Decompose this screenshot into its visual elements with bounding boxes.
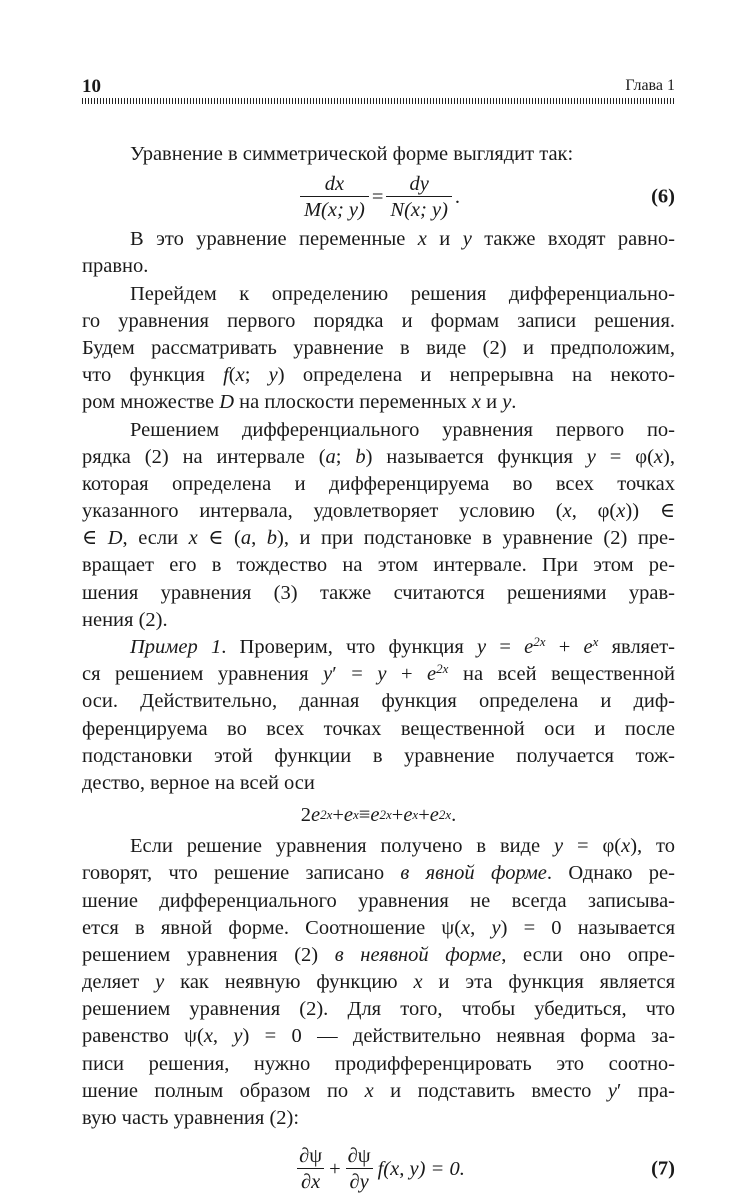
- text-line: [82, 525, 675, 552]
- text-run: , если оно опре-: [501, 943, 675, 966]
- text-run: ),: [663, 445, 675, 468]
- text-run: также входят равно-: [471, 228, 675, 251]
- math-italic: y: [268, 364, 278, 387]
- text-run: рядка (2) на интервале (: [82, 445, 326, 468]
- fraction: [300, 172, 369, 223]
- math-italic: x: [188, 527, 198, 550]
- text-line: [82, 335, 675, 362]
- text-run: +: [391, 803, 404, 826]
- header-rule: [82, 98, 675, 104]
- text-line: [82, 915, 675, 942]
- text-run: = φ(: [595, 445, 654, 468]
- math-italic: y: [502, 391, 512, 414]
- text-run: Решением дифференциального уравнения первого по-: [130, 418, 675, 441]
- text-run: )) ∈: [625, 500, 675, 523]
- paragraph-group: [82, 141, 675, 168]
- text-line: [82, 226, 675, 253]
- text-line: [82, 552, 675, 579]
- text-run: ) = 0 — действительно неявная форма за-: [242, 1025, 676, 1048]
- text-run: ,: [251, 527, 267, 550]
- math-italic: y: [491, 916, 501, 939]
- paragraph: [82, 417, 675, 635]
- math-italic: x: [562, 500, 572, 523]
- text-line: [82, 253, 675, 280]
- paragraph: [82, 226, 675, 280]
- text-run: ∈ (: [197, 527, 241, 550]
- math-italic: y: [155, 971, 165, 994]
- text-line: [82, 1051, 675, 1078]
- math-italic: в явной форме: [400, 862, 547, 885]
- text-run: дество, верное на всей оси: [82, 771, 315, 794]
- text-run: ;: [335, 445, 356, 468]
- text-run: , если: [122, 527, 189, 550]
- math-italic: b: [266, 527, 278, 550]
- plus-sign: +: [329, 1157, 341, 1180]
- numerator: dy: [409, 172, 429, 195]
- chapter-title: Глава 1: [625, 77, 675, 94]
- formula-example: 2 e 2x + e x ≡ e 2x + e x + e 2x .: [300, 803, 457, 826]
- numerator: dx: [324, 172, 345, 195]
- math-italic: e: [370, 803, 380, 826]
- math-italic: e: [310, 803, 321, 826]
- math-italic: y: [233, 1025, 243, 1048]
- text-line: [82, 634, 675, 661]
- paragraph: [82, 833, 675, 1132]
- text-run: что функция: [82, 364, 224, 387]
- text-run: и: [480, 391, 503, 414]
- text-line: [82, 444, 675, 471]
- equation-number: (7): [651, 1157, 675, 1180]
- text-line: [82, 888, 675, 915]
- text-run: ,: [212, 1025, 234, 1048]
- text-run: подстановки этой функции в уравнение получается тож-: [82, 744, 675, 767]
- math-italic: a: [240, 527, 252, 550]
- text-line: [82, 716, 675, 743]
- numerator: ∂ψ: [347, 1144, 371, 1167]
- math-italic: y: [462, 228, 472, 251]
- text-run: равенство ψ(: [82, 1025, 204, 1048]
- text-line: [82, 996, 675, 1023]
- text-run: ется в явной форме. Соотношение ψ(: [82, 916, 462, 939]
- page-body: [82, 141, 675, 1202]
- text-run: которая определена и дифференцируема во всех точках: [82, 472, 675, 495]
- text-run: (: [228, 364, 236, 387]
- text-line: [82, 498, 675, 525]
- text-line: [82, 770, 675, 797]
- text-line: [82, 389, 675, 416]
- text-run: . Проверим, что функция: [221, 636, 478, 658]
- text-run: ≡: [358, 803, 371, 826]
- text-run: 2: [300, 803, 311, 826]
- text-run: Уравнение в симметрической форме выглядит так:: [130, 143, 574, 165]
- text-run: ром множестве: [82, 391, 220, 414]
- math-italic: y: [323, 663, 333, 686]
- paragraph: [82, 281, 675, 417]
- formula-tail: .: [454, 185, 461, 208]
- math-italic: x: [235, 364, 245, 387]
- text-run: ′ =: [332, 663, 378, 686]
- text-run: на всей вещественной: [448, 663, 676, 686]
- math-italic: D: [219, 391, 235, 414]
- text-run: и подставить вместо: [373, 1079, 608, 1102]
- text-run: ), и при подстановке в уравнение (2) пре-: [277, 527, 675, 550]
- text-line: [82, 1023, 675, 1050]
- formula-6: [82, 168, 675, 226]
- text-run: и эта функция является: [422, 971, 675, 994]
- superscript: 2x: [436, 661, 449, 677]
- paragraph: [82, 634, 675, 797]
- math-italic: в неявной форме: [334, 943, 502, 966]
- denominator: ∂x: [297, 1168, 324, 1195]
- text-line: [82, 308, 675, 335]
- denominator: ∂y: [346, 1168, 373, 1195]
- math-italic: x: [471, 391, 481, 414]
- math-italic: y: [477, 636, 487, 658]
- text-line: [82, 417, 675, 444]
- text-run: ;: [244, 364, 269, 387]
- math-italic: x: [417, 228, 427, 251]
- text-run: шение полным образом по: [82, 1079, 365, 1102]
- math-italic: D: [107, 527, 123, 550]
- paragraph: [82, 141, 675, 168]
- fraction: [344, 1144, 375, 1195]
- math-italic: y: [607, 1079, 617, 1102]
- text-run: +: [332, 803, 344, 826]
- denominator: M(x; y): [300, 196, 369, 223]
- math-italic: Пример 1: [130, 636, 222, 658]
- math-italic: e: [429, 803, 439, 826]
- math-italic: y: [586, 445, 596, 468]
- text-line: [82, 833, 675, 860]
- math-italic: x: [621, 835, 631, 858]
- math-italic: f: [223, 364, 229, 387]
- text-line: [82, 471, 675, 498]
- text-run: ) называется функция: [365, 445, 587, 468]
- text-line: [82, 607, 675, 634]
- text-run: и: [426, 228, 463, 251]
- text-run: В это уравнение переменные: [130, 228, 418, 251]
- paragraph-group: [82, 226, 675, 797]
- text-run: ) = 0 называется: [500, 916, 676, 939]
- text-run: Перейдем к определению решения дифференциально-: [130, 282, 675, 305]
- text-run: шения уравнения (3) также считаются решениями урав-: [82, 581, 675, 604]
- math-italic: x: [413, 971, 423, 994]
- text-line: [82, 969, 675, 996]
- text-line: [82, 688, 675, 715]
- text-run: указанного интервала, удовлетворяет условию (: [82, 500, 563, 523]
- text-run: ∈: [82, 527, 108, 550]
- paragraph-group: [82, 833, 675, 1132]
- math-italic: e: [524, 636, 534, 658]
- text-run: +: [545, 636, 584, 658]
- math-italic: e: [583, 636, 593, 658]
- math-italic: y: [377, 663, 387, 686]
- text-run: Если решение уравнения получено в виде: [130, 835, 555, 858]
- text-run: являет-: [598, 636, 675, 658]
- running-header: [82, 76, 675, 98]
- equals-sign: =: [371, 185, 384, 208]
- text-run: Будем рассматривать уравнение в виде (2) и предположим,: [82, 336, 675, 359]
- text-run: +: [418, 803, 430, 826]
- text-run: решением уравнения (2): [82, 943, 335, 966]
- fraction: [386, 172, 451, 223]
- text-line: [82, 141, 675, 168]
- math-italic: x: [364, 1079, 374, 1102]
- math-italic: e: [427, 663, 437, 686]
- math-italic: x: [616, 500, 626, 523]
- denominator: N(x; y): [386, 196, 451, 223]
- text-run: ,: [470, 916, 492, 939]
- text-run: .: [511, 391, 517, 414]
- text-run: решением уравнения (2). Для того, чтобы убедиться, что: [82, 998, 675, 1021]
- math-italic: x: [203, 1025, 213, 1048]
- text-line: [82, 1105, 675, 1132]
- text-line: [82, 661, 675, 688]
- text-run: го уравнения первого порядка и формам записи решения.: [82, 309, 675, 332]
- text-run: на плоскости переменных: [234, 391, 472, 414]
- text-line: [82, 362, 675, 389]
- math-italic: x: [461, 916, 471, 939]
- text-line: [82, 942, 675, 969]
- text-line: [82, 281, 675, 308]
- text-run: ) определена и непрерывна на некото-: [277, 364, 676, 387]
- text-run: +: [386, 663, 428, 686]
- text-run: ся решением уравнения: [82, 663, 324, 686]
- superscript: 2x: [533, 634, 546, 649]
- math-italic: y: [554, 835, 564, 858]
- fraction: [295, 1144, 326, 1195]
- text-line: [82, 743, 675, 770]
- text-line: [82, 580, 675, 607]
- text-run: . Однако ре-: [546, 862, 675, 885]
- math-italic: a: [325, 445, 336, 468]
- text-run: писи решения, нужно продифференцировать это соотно-: [82, 1052, 675, 1075]
- math-italic: x: [653, 445, 664, 468]
- equation-number: (6): [651, 185, 675, 208]
- text-run: как неявную функцию: [164, 971, 414, 994]
- text-run: вращает его в тождество на этом интервале. При этом ре-: [82, 554, 675, 577]
- text-run: правно.: [82, 255, 149, 278]
- math-italic: e: [343, 803, 354, 826]
- text-line: [82, 860, 675, 887]
- text-run: , φ(: [571, 500, 617, 523]
- formula-tail: f(x, y) = 0.: [377, 1157, 465, 1180]
- text-run: =: [486, 636, 525, 658]
- text-line: [82, 1078, 675, 1105]
- page-number: 10: [82, 76, 101, 97]
- text-run: нения (2).: [82, 608, 168, 631]
- text-run: = φ(: [563, 835, 622, 858]
- text-run: .: [451, 803, 457, 826]
- text-run: шение дифференциального уравнения не всегда записыва-: [82, 889, 675, 912]
- math-italic: b: [355, 445, 366, 468]
- superscript: x: [592, 634, 599, 649]
- text-run: ′ пра-: [616, 1079, 675, 1102]
- text-run: оси. Действительно, данная функция определена и диф-: [82, 690, 675, 713]
- text-run: деляет: [82, 971, 156, 994]
- formula-7: [82, 1136, 675, 1202]
- text-run: вую часть уравнения (2):: [82, 1107, 300, 1129]
- text-run: говорят, что решение записано: [82, 862, 401, 885]
- text-run: ференцируема во всех точках вещественной оси и после: [82, 717, 675, 740]
- math-italic: e: [403, 803, 413, 826]
- numerator: ∂ψ: [299, 1144, 323, 1167]
- text-run: ), то: [630, 835, 675, 858]
